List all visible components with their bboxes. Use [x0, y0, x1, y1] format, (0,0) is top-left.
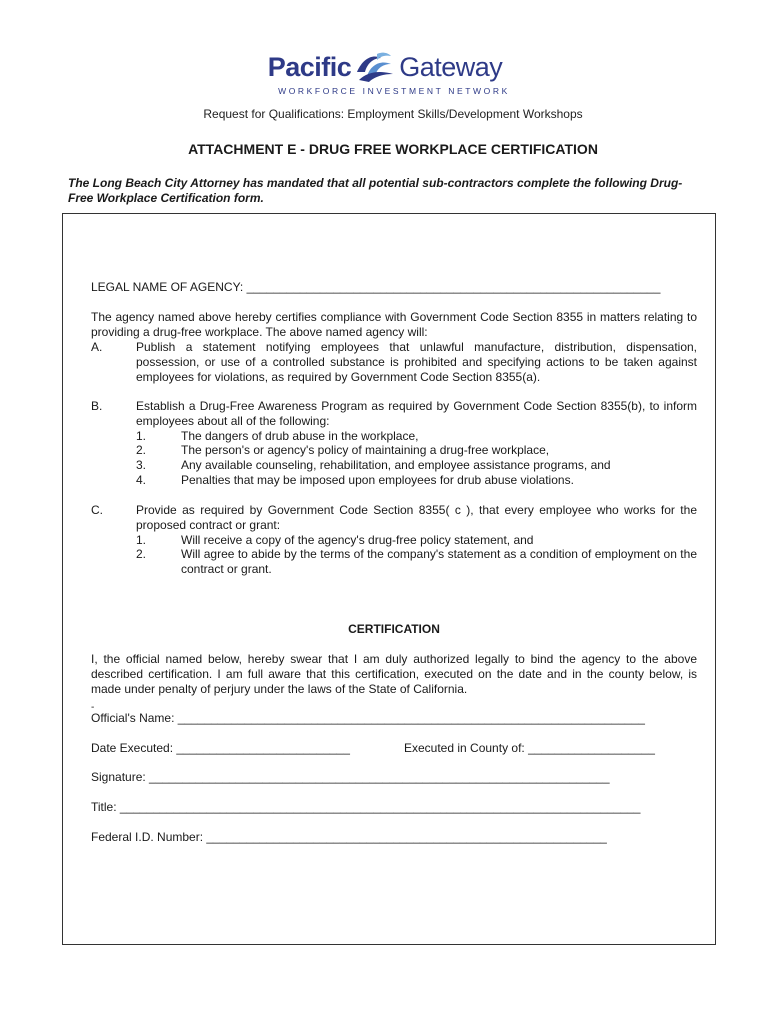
tick-mark: -	[91, 702, 95, 713]
item-b-sub-4: 4. Penalties that may be imposed upon employees for drub abuse violations.	[136, 472, 574, 487]
federal-id-field[interactable]: Federal I.D. Number: ____________________________________________________________	[91, 830, 607, 844]
item-a	[91, 340, 697, 384]
title-field[interactable]: Title: ______________________________________________________________________________	[91, 800, 641, 814]
item-b-text: Establish a Drug-Free Awareness Program as required by Government Code Section 8355(b), to inform employees about all of the following:	[136, 399, 697, 428]
county-field[interactable]: Executed in County of: ___________________	[404, 741, 655, 755]
item-c	[91, 503, 697, 577]
date-executed-field[interactable]: Date Executed: __________________________	[91, 741, 350, 755]
legal-name-field[interactable]: LEGAL NAME OF AGENCY: ______________________________________________________________	[91, 280, 661, 294]
item-c-text: Provide as required by Government Code Section 8355( c ), that every employee who works for the proposed contract or grant:	[136, 503, 697, 532]
item-b-sub-3: 3. Any available counseling, rehabilitation, and employee assistance programs, and	[136, 458, 611, 473]
item-c-sub-1: 1. Will receive a copy of the agency's drug-free policy statement, and	[136, 532, 534, 547]
logo-tagline: WORKFORCE INVESTMENT NETWORK	[278, 86, 510, 96]
compliance-lead-paragraph: The agency named above hereby certifies compliance with Government Code Section 8355 in matters relating to providing a drug-free workplace. The above named agency will:	[91, 310, 697, 339]
item-b-label: B.	[91, 399, 103, 413]
certification-form-box	[62, 213, 716, 945]
item-b-sub-2: 2. The person's or agency's policy of maintaining a drug-free workplace,	[136, 443, 550, 458]
intro-statement: The Long Beach City Attorney has mandated that all potential sub-contractors complete the following Drug-Free Workplace Certification form.	[68, 176, 683, 205]
pacific-gateway-logo	[0, 50, 770, 96]
item-a-text: Publish a statement notifying employees that unlawful manufacture, distribution, dispensation, possession, or use of a controlled substance is prohibited and specifying actions to be taken against employees for violations, as required by Government Code Section 8355(a).	[136, 340, 697, 384]
certification-statement: I, the official named below, hereby swear that I am duly authorized legally to bind the agency to the above described certification. I am full aware that this certification, executed on the date and in the county below, is made under penalty of perjury under the laws of the State of California.	[91, 652, 697, 696]
signature-field[interactable]: Signature: _____________________________________________________________________	[91, 770, 610, 784]
item-a-label: A.	[91, 340, 103, 354]
officials-name-field[interactable]: Official's Name: ______________________________________________________________________	[91, 711, 645, 725]
wave-emblem-icon	[355, 50, 395, 84]
attachment-title: ATTACHMENT E - DRUG FREE WORKPLACE CERTIFICATION	[188, 141, 598, 157]
item-c-sub-2: 2. Will agree to abide by the terms of the company's statement as a condition of employment on the contract or grant.	[136, 547, 697, 577]
logo-word-pacific: Pacific	[267, 51, 352, 82]
item-b-sub-1: 1. The dangers of drub abuse in the workplace,	[136, 428, 419, 443]
item-b	[91, 399, 697, 488]
logo-word-gateway: Gateway	[399, 51, 503, 82]
certification-heading: CERTIFICATION	[348, 622, 440, 636]
rfq-subtitle: Request for Qualifications: Employment Skills/Development Workshops	[203, 107, 583, 121]
item-c-label: C.	[91, 503, 103, 517]
